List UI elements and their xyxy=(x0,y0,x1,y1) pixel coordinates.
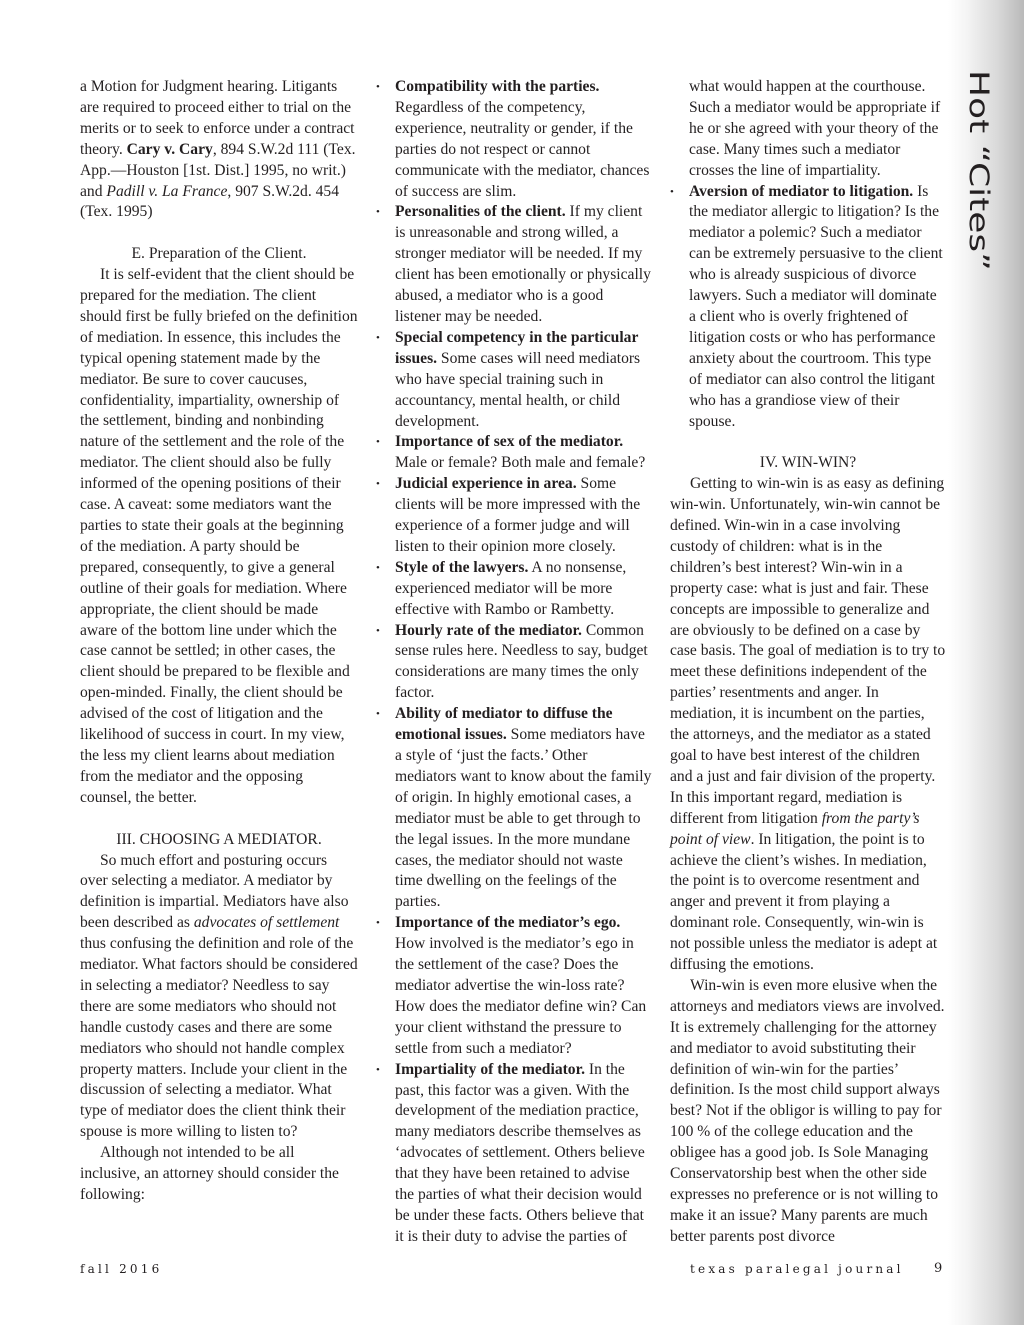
factor-title: Special competency in the particular issues. xyxy=(395,328,639,367)
factor-title: Aversion of mediator to litigation. xyxy=(689,182,914,200)
factor-text: How involved is the mediator’s ego in the settlement of the case? Does the mediator advertise the win-loss rate? How does the mediator define win? Can your client withstand the pressure to settle from such a mediator? xyxy=(395,935,647,1057)
factor-title: Judicial experience in area. xyxy=(395,475,577,493)
factor-list xyxy=(376,77,652,1248)
paragraph-text: thus confusing the definition and role of the mediator. What factors should be considered in selecting a mediator? Needless to say there are some mediators who should not handle custody cases and there are some mediators who should not handle complex property matters. Include your client in the discussion of selecting a mediator. What type of mediator does the client think their spouse is more willing to listen to? xyxy=(80,935,358,1141)
column-right xyxy=(670,77,946,1248)
heading-preparation: E. Preparation of the Client. xyxy=(131,245,307,263)
factor-text: A no nonsense, experienced mediator will be more effective with Rambo or Rambetty. xyxy=(395,558,627,618)
continuation-text: what would happen at the courthouse. Such a mediator would be appropriate if he or she agreed with your theory of the case. Many times such a mediator crosses the line of impartiality. xyxy=(689,78,941,179)
italic-phrase: from the party’s point of view xyxy=(670,809,920,848)
column-middle xyxy=(376,77,652,1248)
list-item xyxy=(376,432,652,474)
factor-title: Impartiality of the mediator. xyxy=(395,1060,585,1078)
factor-list-continued xyxy=(670,182,946,433)
paragraph-text: So much effort and posturing occurs over selecting a mediator. A mediator by definition is impartial. Mediators have also been described as xyxy=(80,851,349,932)
section-title: Hot “Cites” xyxy=(963,70,994,271)
factor-text: Is the mediator allergic to litigation? Is the mediator a polemic? Such a mediator can be extremely persuasive to the client who is already suspicious of divorce lawyers. Such a mediator will dominate a client who is overly frightened of litigation costs or who has performance anxiety about the courtroom. This type of mediator can also control the litigant who has a grandiose view of their spouse. xyxy=(689,182,943,430)
factor-text: Some cases will need mediators who have special training such in accountancy, mental health, or child development. xyxy=(395,349,641,430)
list-item xyxy=(670,182,946,433)
paragraph-choosing-mediator xyxy=(80,851,358,1144)
list-item xyxy=(376,202,652,327)
list-item xyxy=(376,704,652,913)
intro-paragraph xyxy=(80,77,358,223)
paragraph-win-win xyxy=(670,474,946,976)
intro-text: a Motion for Judgment hearing. Litigants are required to proceed either to trial on the merits or to seek to enforce under a contract theory. xyxy=(80,78,355,158)
factor-text: Regardless of the competency, experience, neutrality or gender, if the parties do not respect or cannot communicate with the mediator, chances of success are slim. xyxy=(395,98,650,200)
intro-text: , 894 S.W.2d 111 (Tex. App.—Houston [1st. Dist.] 1995, no writ.) and xyxy=(80,140,356,200)
factor-title: Hourly rate of the mediator. xyxy=(395,621,582,639)
factor-title: Ability of mediator to diffuse the emotional issues. xyxy=(395,705,613,744)
footer-journal: texas paralegal journal xyxy=(690,1262,904,1276)
italic-phrase: advocates of settlement xyxy=(193,914,340,932)
column-left xyxy=(80,77,358,1206)
paragraph-text: Getting to win-win is as easy as defining win-win. Unfortunately, win-win cannot be defined. Win-win in a case involving custody of children: what is in the children’s best interest? Win-win in a property case: what is just and fair. These concepts are impossible to generalize and are obviously to be defined on a case by case basis. The goal of mediation is to try to meet these definitions independent of the parties’ resentments and anger. In mediation, it is incumbent on the parties, the attorneys, and the mediator as a stated goal to have best interest of the children and a just and fair division of the property. In this important regard, mediation is different from litigation xyxy=(670,475,946,827)
factor-text: Common sense rules here. Needless to say, budget considerations are many times the only factor. xyxy=(395,621,648,702)
intro-text: , 907 S.W.2d. 454 (Tex. 1995) xyxy=(80,182,340,221)
list-item xyxy=(376,558,652,621)
list-item xyxy=(376,1060,652,1248)
factor-text: In the past, this factor was a given. With the development of the mediation practice, many mediators describe themselves as ‘advocates of settlement. Others believe that they have been retained to advise the parties of what their decision would be under these facts. Others believe that it is their duty to advise the parties of xyxy=(395,1060,645,1245)
heading-choosing-mediator: III. CHOOSING A MEDIATOR. xyxy=(116,830,322,848)
list-item xyxy=(376,913,652,1059)
factor-title: Compatibility with the parties. xyxy=(395,78,600,95)
heading-win-win: IV. WIN-WIN? xyxy=(759,454,857,472)
factor-text: Male or female? Both male and female? xyxy=(395,454,646,472)
case-cite-cary: Cary v. Cary xyxy=(126,140,213,158)
factor-title: Importance of sex of the mediator. xyxy=(395,433,624,451)
factor-text: If my client is unreasonable and strong willed, a stronger mediator will be needed. If my client has been emotionally or physically abused, a mediator who is a good listener may be needed. xyxy=(395,203,651,325)
paragraph-text: . In litigation, the point is to achieve the client’s wishes. In mediation, the point is to overcome resentment and anger and prevent it from playing a dominant role. Consequently, win-win is not possible unless the mediator is adept at diffusing the emotions. xyxy=(670,830,938,974)
paragraph-win-win-elusive: Win-win is even more elusive when the attorneys and mediators views are involved. It is extremely challenging for the attorney and mediator to avoid substituting their definition of win-win for the parties’ definition. Is the most child support always best? Not if the obligor is willing to pay for 100 % of the college education and the obligee has a good job. Is Sole Managing Conservatorship best when the other side expresses no preference or is not willing to make it an issue? Many parents are much better parents post divorce xyxy=(670,976,945,1245)
paragraph-preparation: It is self-evident that the client should be prepared for the mediation. The client should first be fully briefed on the definition of mediation. In essence, this includes the typical opening statement made by the mediator. Be sure to cover caucuses, confidentiality, impartiality, ownership of the settlement, binding and nonbinding nature of the settlement and the role of the mediator. The client should also be fully informed of the opening positions of their case. A caveat: some mediators want the parties to state their goals at the beginning of the mediation. A party should be prepared, consequently, to give a general outline of their goals for mediation. Where appropriate, the client should be made aware of the bottom line under which the case cannot be settled; in other cases, the client should be prepared to be flexible and open-minded. Finally, the client should be advised of the cost of litigation and the likelihood of success in court. In my view, the less my client learns about mediation from the mediator and the opposing counsel, the better. xyxy=(80,266,358,806)
list-item xyxy=(376,328,652,433)
footer-issue: fall 2016 xyxy=(80,1262,163,1276)
factor-title: Importance of the mediator’s ego. xyxy=(395,914,621,932)
factor-title: Style of the lawyers. xyxy=(395,558,529,576)
factor-text: Some clients will be more impressed with the experience of a former judge and will listen to their opinion more closely. xyxy=(395,475,641,555)
page-number: 9 xyxy=(934,1261,943,1276)
factor-text: Some mediators have a style of ‘just the facts.’ Other mediators want to know about the family of origin. In highly emotional cases, a mediator must be able to get through to the legal issues. In the more mundane cases, the mediator should not waste time dwelling on the feelings of the parties. xyxy=(395,726,652,911)
list-item xyxy=(376,77,652,202)
case-cite-padill: Padill v. La France xyxy=(106,182,228,200)
list-item xyxy=(376,621,652,705)
list-item xyxy=(376,474,652,558)
paragraph-consider: Although not intended to be all inclusive, an attorney should consider the following: xyxy=(80,1144,339,1203)
factor-title: Personalities of the client. xyxy=(395,203,566,221)
